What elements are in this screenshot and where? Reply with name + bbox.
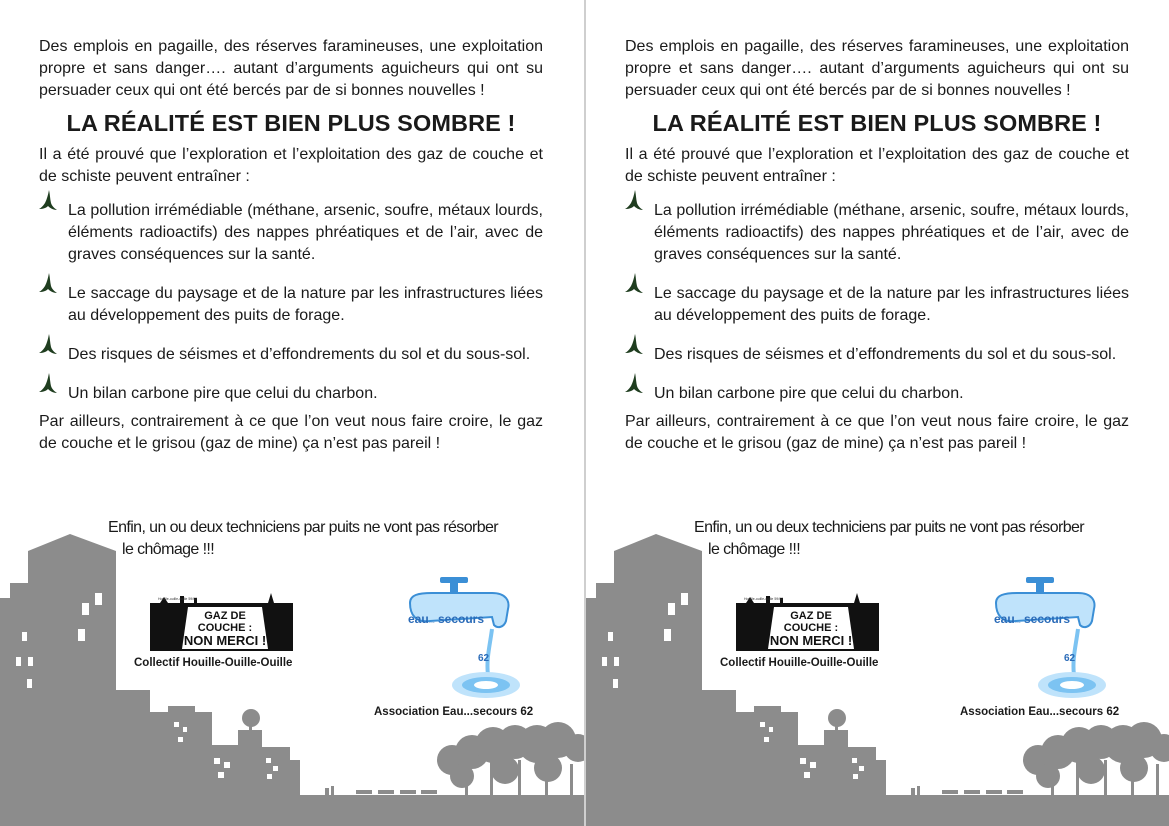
list-item [39,200,543,266]
list-item [39,283,543,327]
logo-top-text: Houille-ouille-ouille 59/62 [158,597,198,601]
collectif-caption: Collectif Houille-Ouille-Ouille [134,657,293,669]
eau-secours-logo [402,575,524,700]
list-item [625,200,1129,266]
bird-bullet-icon [39,272,57,296]
lead-paragraph: Il a été prouvé que l’exploration et l’exploitation des gaz de couche et de schiste peuvent entraîner : [39,146,543,185]
gaz-de-couche-logo [150,591,293,651]
intro-paragraph: Des emplois en pagaille, des réserves faramineuses, une exploitation propre et sans danger…. autant d’arguments aguicheurs qui ont su persuader ceux qui ont été bercés par de si bonnes nouvelles ! [39,38,543,99]
list-item [625,383,1129,405]
closing-line-1: Enfin, un ou deux techniciens par puits ne vont pas résorber [694,519,1085,536]
logo-line-3: NON MERCI ! [183,633,267,648]
closing-statement [694,517,1130,561]
list-item-text: Un bilan carbone pire que celui du charbon. [68,385,378,402]
eau-word-left: eau [408,612,429,626]
list-item [625,344,1129,366]
bird-bullet-icon [39,189,57,213]
bird-bullet-icon [625,189,643,213]
list-item-text: Des risques de séismes et d’effondrements du sol et du sous-sol. [68,346,531,363]
logo-line-2: COUCHE : [197,622,253,634]
gaz-de-couche-logo [736,591,879,651]
headline: LA RÉALITÉ EST BIEN PLUS SOMBRE ! [66,110,516,136]
eau-secours-caption: Association Eau...secours 62 [374,706,534,718]
logo-line-2: COUCHE : [783,622,839,634]
bird-bullet-icon [39,372,57,396]
conclusion-paragraph: Par ailleurs, contrairement à ce que l’on veut nous faire croire, le gaz de couche et le grisou (gaz de mine) ça n’est pas pareil ! [39,413,543,452]
bird-bullet-icon [625,272,643,296]
bird-bullet-icon [625,372,643,396]
flyer-page-left [0,0,584,826]
logo-top-text: Houille-ouille-ouille 59/62 [744,597,784,601]
eau-secours-logo [988,575,1110,700]
closing-line-2: le chômage !!! [122,541,215,558]
eau-word-right: secours [438,612,485,626]
consequences-list [39,200,543,405]
closing-line-1: Enfin, un ou deux techniciens par puits ne vont pas résorber [108,519,499,536]
consequences-list [625,200,1129,405]
eau-number: 62 [478,653,490,664]
list-item-text: Le saccage du paysage et de la nature par les infrastructures liées au développement des puits de forage. [68,285,543,324]
eau-word-dots: ... [429,618,435,625]
eau-word-left: eau [994,612,1015,626]
logo-line-1: GAZ DE [790,610,832,622]
intro-paragraph: Des emplois en pagaille, des réserves faramineuses, une exploitation propre et sans danger…. autant d’arguments aguicheurs qui ont su persuader ceux qui ont été bercés par de si bonnes nouvelles ! [625,38,1129,99]
flyer-page-right [586,0,1169,826]
collectif-caption: Collectif Houille-Ouille-Ouille [720,657,879,669]
bird-bullet-icon [39,333,57,357]
eau-word-right: secours [1024,612,1071,626]
eau-secours-caption: Association Eau...secours 62 [960,706,1120,718]
eau-number: 62 [1064,653,1076,664]
closing-statement [108,517,544,561]
list-item-text: Le saccage du paysage et de la nature par les infrastructures liées au développement des puits de forage. [654,285,1129,324]
list-item-text: La pollution irrémédiable (méthane, arsenic, soufre, métaux lourds, éléments radioactifs) des nappes phréatiques et de l’air, avec de graves conséquences sur la santé. [68,202,543,263]
closing-line-2: le chômage !!! [708,541,801,558]
lead-paragraph: Il a été prouvé que l’exploration et l’exploitation des gaz de couche et de schiste peuvent entraîner : [625,146,1129,185]
list-item [625,283,1129,327]
conclusion-paragraph: Par ailleurs, contrairement à ce que l’on veut nous faire croire, le gaz de couche et le grisou (gaz de mine) ça n’est pas pareil ! [625,413,1129,452]
logo-line-3: NON MERCI ! [769,633,853,648]
logo-line-1: GAZ DE [204,610,246,622]
list-item [39,383,543,405]
bird-bullet-icon [625,333,643,357]
headline: LA RÉALITÉ EST BIEN PLUS SOMBRE ! [652,110,1102,136]
flyer-text-block [625,36,1129,455]
eau-word-dots: ... [1015,618,1021,625]
list-item-text: Des risques de séismes et d’effondrements du sol et du sous-sol. [654,346,1117,363]
list-item [39,344,543,366]
list-item-text: Un bilan carbone pire que celui du charbon. [654,385,964,402]
list-item-text: La pollution irrémédiable (méthane, arsenic, soufre, métaux lourds, éléments radioactifs) des nappes phréatiques et de l’air, avec de graves conséquences sur la santé. [654,202,1129,263]
flyer-text-block [39,36,543,455]
